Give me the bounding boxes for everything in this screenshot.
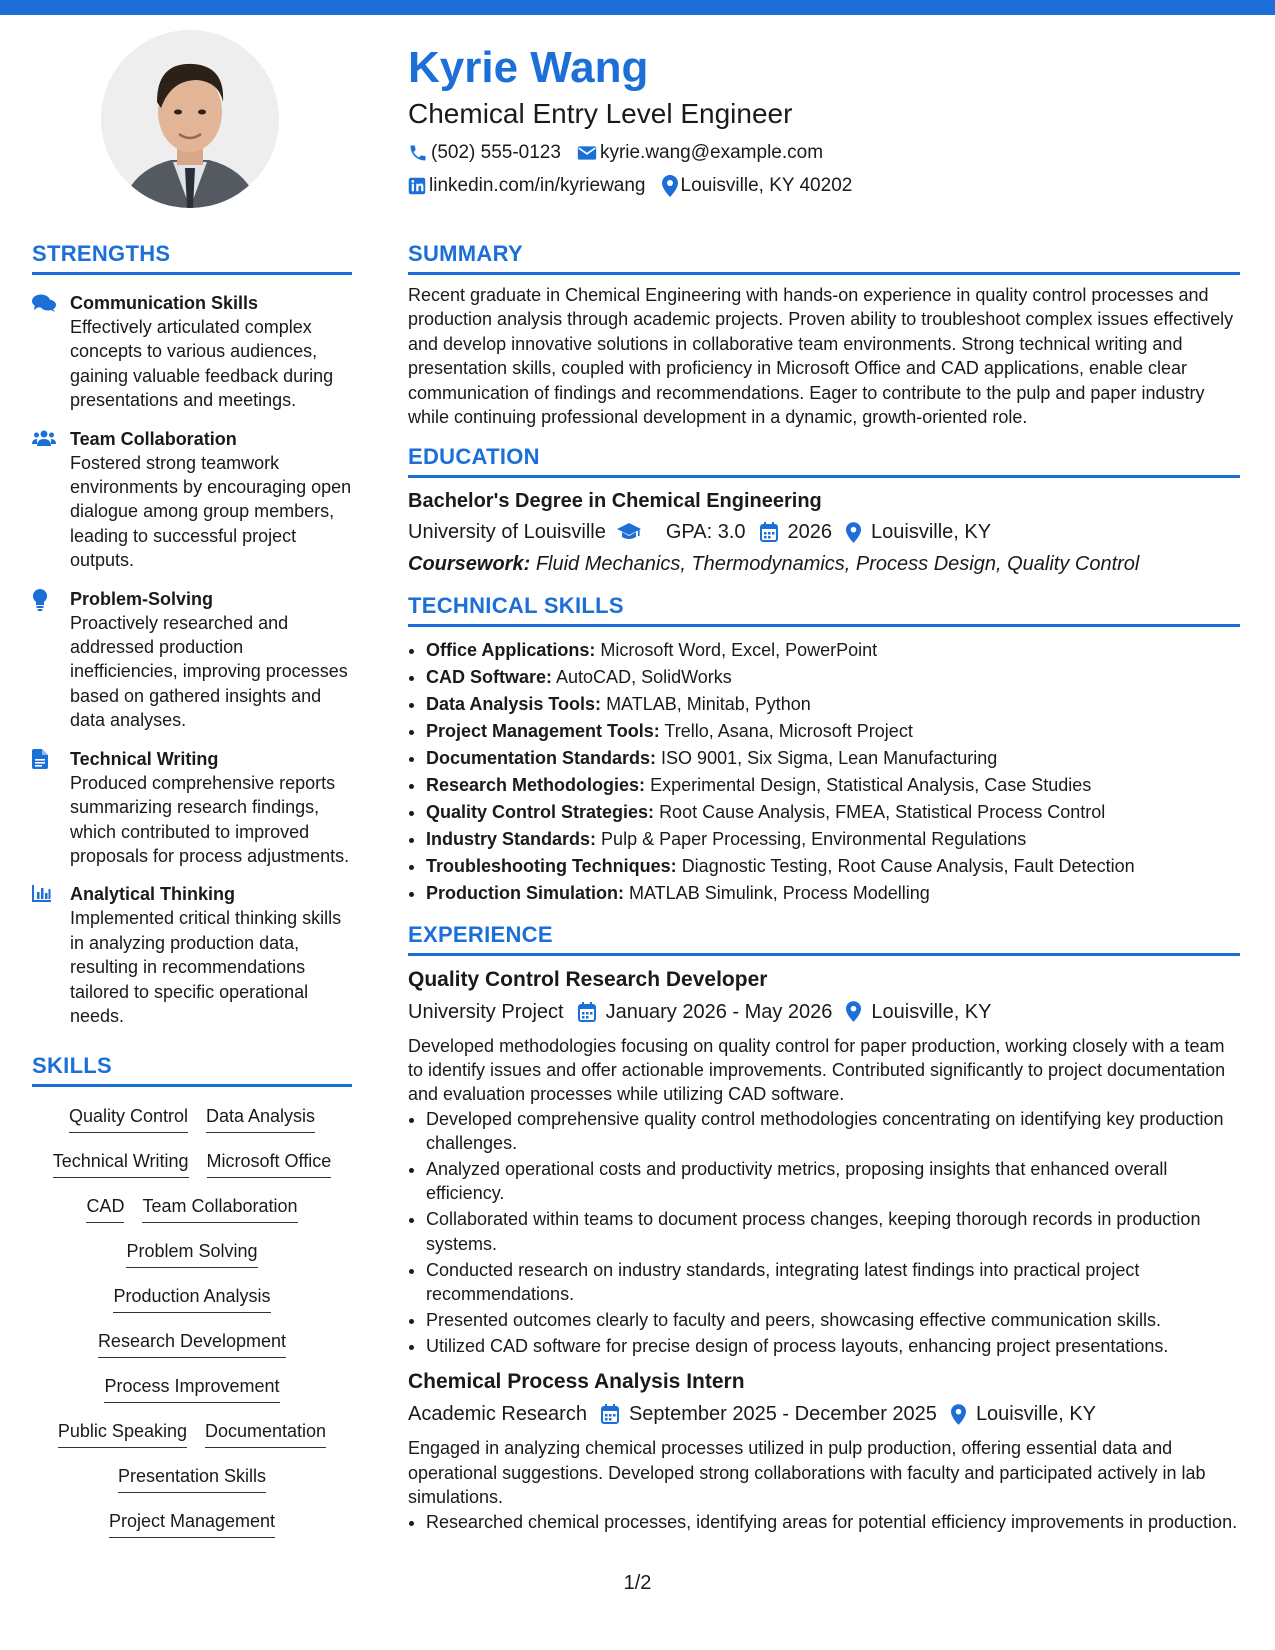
skill-tag: Process Improvement xyxy=(104,1373,279,1403)
skill-row xyxy=(32,1328,352,1373)
list-item xyxy=(426,826,1240,853)
tech-skill-value: Trello, Asana, Microsoft Project xyxy=(664,721,913,742)
job-location-item xyxy=(951,1400,1096,1428)
skill-tag: Problem Solving xyxy=(126,1238,257,1268)
skill-tag: Team Collaboration xyxy=(142,1193,297,1223)
envelope-icon xyxy=(577,144,597,162)
tech-skill-label: Research Methodologies: xyxy=(426,774,646,795)
strength-title: Team Collaboration xyxy=(70,428,237,449)
skill-row xyxy=(32,1418,352,1463)
edu-location: Louisville, KY xyxy=(871,521,992,544)
list-item xyxy=(426,718,1240,745)
strength-title: Analytical Thinking xyxy=(70,884,236,905)
tech-skill-value: MATLAB, Minitab, Python xyxy=(606,694,811,715)
linkedin-contact[interactable] xyxy=(408,174,646,198)
location-text: Louisville, KY 40202 xyxy=(680,175,853,196)
edu-location-item xyxy=(846,518,991,546)
tech-skill-label: Industry Standards: xyxy=(426,828,597,849)
job-org-item xyxy=(408,1400,587,1428)
right-column xyxy=(408,240,1240,1535)
tech-skill-value: MATLAB Simulink, Process Modelling xyxy=(629,882,930,903)
technical-skills-section xyxy=(408,592,1240,906)
tech-skill-value: AutoCAD, SolidWorks xyxy=(556,667,732,688)
job-bullets xyxy=(408,1510,1240,1534)
tech-skill-label: CAD Software: xyxy=(426,667,553,688)
list-item xyxy=(426,637,1240,664)
strength-item xyxy=(32,587,352,733)
job-dates: September 2025 - December 2025 xyxy=(628,1403,937,1426)
bar-chart-icon xyxy=(32,884,52,902)
coursework-list: Fluid Mechanics, Thermodynamics, Process Design, Quality Control xyxy=(535,553,1140,576)
phone-icon xyxy=(408,143,428,163)
list-item xyxy=(426,880,1240,907)
document-icon xyxy=(32,749,48,769)
list-item: • Analyzed operational costs and productivity metrics, proposing insights that enhanced overall efficiency. xyxy=(426,1157,1240,1206)
list-item: • Collaborated within teams to document process changes, keeping thorough records in production systems. xyxy=(426,1207,1240,1256)
strength-desc: Fostered strong teamwork environments by encouraging open dialogue among group members, leading to successful project outputs. xyxy=(70,452,352,571)
job-description: Engaged in analyzing chemical processes utilized in pulp production, offering essential data and operational suggestions. Developed strong collaborations with faculty and participated actively in lab simulations. xyxy=(408,1438,1206,1508)
tech-skill-value: Pulp & Paper Processing, Environmental Regulations xyxy=(601,828,1027,849)
tech-skill-value: Root Cause Analysis, FMEA, Statistical Process Control xyxy=(659,801,1106,822)
edu-year: 2026 xyxy=(787,521,833,544)
skill-row xyxy=(32,1148,352,1193)
list-item: • Utilized CAD software for precise design of process layouts, enhancing project presentations. xyxy=(426,1334,1240,1358)
tech-skill-value: Experimental Design, Statistical Analysis, Case Studies xyxy=(650,774,1092,795)
skill-tag: Public Speaking xyxy=(58,1418,187,1448)
tech-skill-label: Documentation Standards: xyxy=(426,748,657,769)
profile-photo xyxy=(101,30,279,208)
tech-skill-label: Office Applications: xyxy=(426,640,596,661)
calendar-icon xyxy=(578,1002,596,1022)
strength-desc: Proactively researched and addressed production inefficiencies, improving processes based on gathered insights and data analyses. xyxy=(70,612,348,731)
school-name: University of Louisville xyxy=(408,521,606,544)
job-bullets xyxy=(408,1107,1240,1359)
job-meta xyxy=(408,998,1240,1026)
skill-row xyxy=(32,1238,352,1283)
job-org: Academic Research xyxy=(408,1403,587,1426)
job-entry xyxy=(408,1368,1240,1534)
map-pin-icon xyxy=(951,1404,966,1425)
list-item xyxy=(426,799,1240,826)
edu-year-item xyxy=(760,518,833,546)
job-location: Louisville, KY xyxy=(975,1403,1096,1426)
education-heading: EDUCATION xyxy=(408,443,1240,478)
phone-contact[interactable] xyxy=(408,141,561,165)
skill-tag: Microsoft Office xyxy=(207,1148,332,1178)
list-item: • Developed comprehensive quality control methodologies concentrating on identifying key production challenges. xyxy=(426,1107,1240,1156)
skills-heading: SKILLS xyxy=(32,1052,352,1087)
linkedin-text: linkedin.com/in/kyriewang xyxy=(429,175,646,196)
email-contact[interactable] xyxy=(577,141,823,165)
skill-row xyxy=(32,1103,352,1148)
tech-skill-label: Troubleshooting Techniques: xyxy=(426,855,677,876)
email-text: kyrie.wang@example.com xyxy=(599,142,824,163)
summary-section xyxy=(408,240,1240,429)
tech-skill-label: Project Management Tools: xyxy=(426,721,660,742)
job-dates-item xyxy=(601,1400,937,1428)
list-item: • Presented outcomes clearly to faculty and peers, showcasing effective communication skills. xyxy=(426,1308,1240,1332)
skill-tag: Quality Control xyxy=(69,1103,188,1133)
job-description: Developed methodologies focusing on quality control for paper production, working closely with a team to identify issues and offer actionable improvements. Contributed significantly to project documentation and evaluation processes while utilizing CAD software. xyxy=(408,1035,1226,1105)
education-section xyxy=(408,443,1240,578)
school-item xyxy=(408,518,652,546)
calendar-icon xyxy=(601,1404,619,1424)
page-number: 1/2 xyxy=(623,1572,652,1594)
resume-header xyxy=(408,40,1238,198)
skill-tag: Presentation Skills xyxy=(118,1463,266,1493)
job-org-item xyxy=(408,998,564,1026)
strength-item xyxy=(32,291,352,413)
map-pin-icon xyxy=(846,1001,861,1022)
tech-skill-label: Quality Control Strategies: xyxy=(426,801,655,822)
map-pin-icon xyxy=(662,175,678,197)
strength-title: Technical Writing xyxy=(70,748,219,769)
strength-desc: Implemented critical thinking skills in analyzing production data, resulting in recommendations tailored to specific operational needs. xyxy=(70,908,342,1026)
tech-skill-value: Diagnostic Testing, Root Cause Analysis, Fault Detection xyxy=(681,855,1135,876)
location-contact xyxy=(662,174,853,198)
left-column xyxy=(32,240,352,1553)
chat-bubbles-icon xyxy=(32,293,56,313)
skill-row xyxy=(32,1283,352,1328)
strengths-section xyxy=(32,240,352,1028)
gpa-text: GPA: 3.0 xyxy=(665,521,746,544)
graduation-cap-icon xyxy=(616,522,642,542)
education-meta xyxy=(408,518,1240,546)
contact-row-2 xyxy=(408,174,1238,198)
job-title: Chemical Process Analysis Intern xyxy=(408,1370,745,1394)
list-item xyxy=(426,745,1240,772)
technical-skills-heading: TECHNICAL SKILLS xyxy=(408,592,1240,627)
job-location: Louisville, KY xyxy=(871,1000,992,1023)
skills-grid xyxy=(32,1103,352,1553)
job-entry xyxy=(408,966,1240,1359)
skill-tag: Data Analysis xyxy=(206,1103,315,1133)
list-item xyxy=(426,772,1240,799)
top-accent-bar xyxy=(0,0,1275,15)
coursework xyxy=(408,550,1240,578)
skill-tag: Technical Writing xyxy=(53,1148,189,1178)
strengths-heading: STRENGTHS xyxy=(32,240,352,275)
job-location-item xyxy=(846,998,991,1026)
skill-tag: Production Analysis xyxy=(113,1283,270,1313)
skills-section xyxy=(32,1052,352,1553)
list-item xyxy=(426,853,1240,880)
skill-row xyxy=(32,1463,352,1508)
lightbulb-icon xyxy=(32,589,48,611)
phone-text: (502) 555-0123 xyxy=(431,142,561,163)
strength-item xyxy=(32,747,352,869)
candidate-name: Kyrie Wang xyxy=(408,43,649,92)
strength-title: Problem-Solving xyxy=(70,588,214,609)
coursework-label: Coursework: xyxy=(408,553,531,576)
gpa-item xyxy=(666,518,746,546)
skill-tag: Research Development xyxy=(98,1328,286,1358)
profile-photo-image xyxy=(101,30,279,208)
skill-tag: CAD xyxy=(86,1193,124,1223)
list-item xyxy=(426,691,1240,718)
contact-row-1 xyxy=(408,141,1238,165)
experience-heading: EXPERIENCE xyxy=(408,921,1240,956)
job-org: University Project xyxy=(408,1000,564,1023)
skill-row xyxy=(32,1373,352,1418)
list-item: • Researched chemical processes, identifying areas for potential efficiency improvements in production. xyxy=(426,1510,1240,1534)
linkedin-icon xyxy=(408,177,426,195)
map-pin-icon xyxy=(846,522,861,543)
experience-section xyxy=(408,921,1240,1534)
job-title: Quality Control Research Developer xyxy=(408,967,768,991)
skill-row xyxy=(32,1193,352,1238)
strength-desc: Produced comprehensive reports summarizing research findings, which contributed to improved proposals for process adjustments. xyxy=(70,772,350,866)
users-icon xyxy=(32,429,56,447)
job-meta xyxy=(408,1400,1240,1428)
strength-title: Communication Skills xyxy=(70,293,259,313)
technical-skills-list xyxy=(408,637,1240,906)
degree-title: Bachelor's Degree in Chemical Engineering xyxy=(408,490,822,513)
skill-tag: Documentation xyxy=(205,1418,326,1448)
list-item xyxy=(426,664,1240,691)
skill-tag: Project Management xyxy=(109,1508,275,1538)
skill-row xyxy=(32,1508,352,1553)
strength-desc: Effectively articulated complex concepts to various audiences, gaining valuable feedback during presentations and meetings. xyxy=(70,317,334,411)
job-dates-item xyxy=(578,998,833,1026)
summary-text: Recent graduate in Chemical Engineering with hands-on experience in quality control processes and production analysis through academic projects. Proven ability to troubleshoot complex issues effectively and develop innovative solutions in collaborative team environments. Strong technical writing and presentation skills, coupled with proficiency in Microsoft Office and CAD applications, enable clear communication of findings and recommendations. Eager to contribute to the pulp and paper industry while continuing professional development in a dynamic, growth-oriented role. xyxy=(408,285,1234,428)
calendar-icon xyxy=(760,522,778,542)
tech-skill-label: Data Analysis Tools: xyxy=(426,694,602,715)
list-item: • Conducted research on industry standards, integrating latest findings into practical project recommendations. xyxy=(426,1258,1240,1307)
strength-item xyxy=(32,427,352,573)
candidate-title: Chemical Entry Level Engineer xyxy=(408,98,793,129)
tech-skill-value: Microsoft Word, Excel, PowerPoint xyxy=(600,640,878,661)
job-dates: January 2026 - May 2026 xyxy=(605,1000,833,1023)
strength-item xyxy=(32,882,352,1028)
summary-heading: SUMMARY xyxy=(408,240,1240,275)
tech-skill-value: ISO 9001, Six Sigma, Lean Manufacturing xyxy=(661,748,998,769)
tech-skill-label: Production Simulation: xyxy=(426,882,624,903)
